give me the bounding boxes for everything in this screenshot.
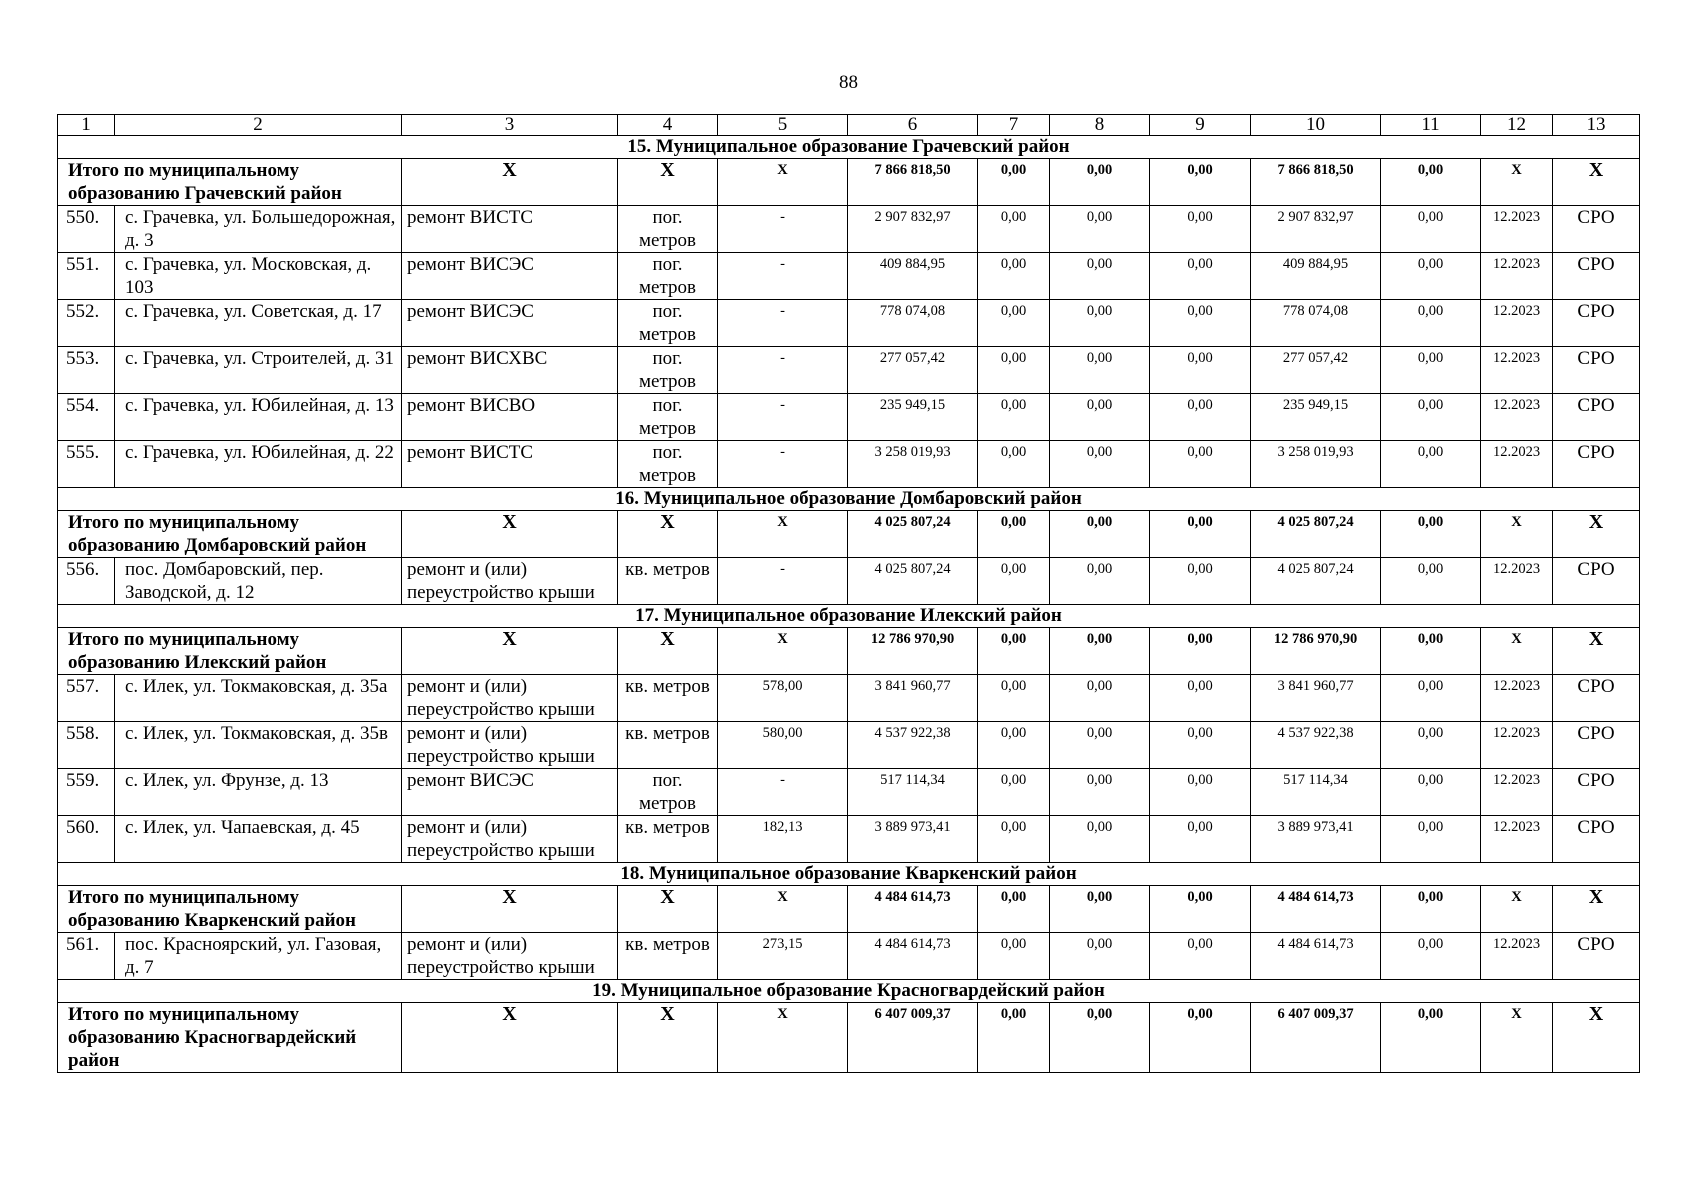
cell-method: СРО <box>1553 300 1640 347</box>
column-header: 10 <box>1251 115 1381 136</box>
cell-deadline: Х <box>1481 159 1553 206</box>
cell-col-7: 0,00 <box>978 511 1050 558</box>
cell-unit: пог. метров <box>618 253 718 300</box>
cell-col-8: 0,00 <box>1050 558 1150 605</box>
cell-address: с. Илек, ул. Токмаковская, д. 35в <box>115 722 402 769</box>
cell-row-number: 558. <box>58 722 115 769</box>
cell-col-6: 3 258 019,93 <box>848 441 978 488</box>
cell-col-8: 0,00 <box>1050 886 1150 933</box>
cell-deadline: 12.2023 <box>1481 722 1553 769</box>
table-row <box>58 675 1640 722</box>
cell-method: СРО <box>1553 675 1640 722</box>
cell-col-6: 4 484 614,73 <box>848 933 978 980</box>
cell-col-5: 273,15 <box>718 933 848 980</box>
cell-address: с. Грачевка, ул. Строителей, д. 31 <box>115 347 402 394</box>
cell-address: с. Илек, ул. Фрунзе, д. 13 <box>115 769 402 816</box>
cell-deadline: 12.2023 <box>1481 394 1553 441</box>
cell-col-6: 235 949,15 <box>848 394 978 441</box>
cell-address: с. Грачевка, ул. Юбилейная, д. 22 <box>115 441 402 488</box>
cell-deadline: 12.2023 <box>1481 816 1553 863</box>
table-row <box>58 300 1640 347</box>
capital-repair-table <box>57 114 1640 1073</box>
cell-work-type: ремонт ВИСХВС <box>402 347 618 394</box>
cell-col-5: - <box>718 347 848 394</box>
cell-col-8: 0,00 <box>1050 206 1150 253</box>
cell-col-5: - <box>718 769 848 816</box>
cell-col-6: 12 786 970,90 <box>848 628 978 675</box>
cell-col-11: 0,00 <box>1381 816 1481 863</box>
cell-col-7: 0,00 <box>978 558 1050 605</box>
cell-col-7: 0,00 <box>978 394 1050 441</box>
cell-deadline: Х <box>1481 511 1553 558</box>
cell-method: СРО <box>1553 441 1640 488</box>
cell-col-7: 0,00 <box>978 769 1050 816</box>
cell-col-9: 0,00 <box>1150 886 1251 933</box>
cell-col-11: 0,00 <box>1381 347 1481 394</box>
cell-col-6: 277 057,42 <box>848 347 978 394</box>
cell-unit: пог. метров <box>618 300 718 347</box>
section-header-row <box>58 488 1640 511</box>
cell-col-8: 0,00 <box>1050 816 1150 863</box>
cell-unit: Х <box>618 628 718 675</box>
column-header: 9 <box>1150 115 1251 136</box>
cell-col-9: 0,00 <box>1150 441 1251 488</box>
cell-col-9: 0,00 <box>1150 933 1251 980</box>
cell-work-type: ремонт ВИСЭС <box>402 769 618 816</box>
cell-deadline: 12.2023 <box>1481 558 1553 605</box>
cell-unit: кв. метров <box>618 722 718 769</box>
cell-work-type: ремонт ВИСВО <box>402 394 618 441</box>
cell-col-7: 0,00 <box>978 886 1050 933</box>
cell-method: Х <box>1553 886 1640 933</box>
cell-col-7: 0,00 <box>978 816 1050 863</box>
cell-col-8: 0,00 <box>1050 511 1150 558</box>
cell-col-10: 3 889 973,41 <box>1251 816 1381 863</box>
cell-col-5: Х <box>718 511 848 558</box>
cell-col-7: 0,00 <box>978 722 1050 769</box>
page-number: 88 <box>839 72 858 93</box>
cell-deadline: 12.2023 <box>1481 933 1553 980</box>
cell-col-10: 277 057,42 <box>1251 347 1381 394</box>
cell-col-9: 0,00 <box>1150 206 1251 253</box>
cell-unit: пог. метров <box>618 394 718 441</box>
cell-deadline: 12.2023 <box>1481 206 1553 253</box>
cell-work-type: ремонт и (или) переустройство крыши <box>402 816 618 863</box>
cell-col-10: 517 114,34 <box>1251 769 1381 816</box>
subtotal-row <box>58 886 1640 933</box>
column-header: 7 <box>978 115 1050 136</box>
cell-row-number: 552. <box>58 300 115 347</box>
cell-work-type: Х <box>402 628 618 675</box>
section-title: 19. Муниципальное образование Красногвардейский район <box>58 980 1640 1003</box>
cell-col-6: 3 841 960,77 <box>848 675 978 722</box>
cell-col-8: 0,00 <box>1050 253 1150 300</box>
cell-col-8: 0,00 <box>1050 933 1150 980</box>
table-body <box>58 115 1640 1073</box>
cell-col-7: 0,00 <box>978 933 1050 980</box>
cell-col-8: 0,00 <box>1050 347 1150 394</box>
cell-col-10: 4 025 807,24 <box>1251 558 1381 605</box>
cell-method: СРО <box>1553 722 1640 769</box>
cell-col-10: 778 074,08 <box>1251 300 1381 347</box>
cell-address: пос. Красноярский, ул. Газовая, д. 7 <box>115 933 402 980</box>
cell-col-7: 0,00 <box>978 159 1050 206</box>
cell-deadline: 12.2023 <box>1481 441 1553 488</box>
cell-work-type: Х <box>402 886 618 933</box>
cell-col-5: Х <box>718 159 848 206</box>
cell-col-11: 0,00 <box>1381 159 1481 206</box>
cell-deadline: Х <box>1481 1003 1553 1073</box>
cell-col-8: 0,00 <box>1050 300 1150 347</box>
cell-col-7: 0,00 <box>978 300 1050 347</box>
column-header: 6 <box>848 115 978 136</box>
cell-col-9: 0,00 <box>1150 1003 1251 1073</box>
cell-col-9: 0,00 <box>1150 558 1251 605</box>
cell-col-6: 2 907 832,97 <box>848 206 978 253</box>
cell-col-6: 4 537 922,38 <box>848 722 978 769</box>
cell-work-type: ремонт ВИСЭС <box>402 253 618 300</box>
cell-deadline: 12.2023 <box>1481 769 1553 816</box>
cell-col-6: 6 407 009,37 <box>848 1003 978 1073</box>
cell-col-5: - <box>718 441 848 488</box>
cell-col-10: 235 949,15 <box>1251 394 1381 441</box>
cell-col-9: 0,00 <box>1150 347 1251 394</box>
subtotal-row <box>58 159 1640 206</box>
section-header-row <box>58 863 1640 886</box>
subtotal-row <box>58 628 1640 675</box>
column-header: 13 <box>1553 115 1640 136</box>
cell-row-number: 556. <box>58 558 115 605</box>
subtotal-label: Итого по муниципальному образованию Красногвардейский район <box>58 1003 402 1073</box>
cell-deadline: Х <box>1481 886 1553 933</box>
cell-col-6: 517 114,34 <box>848 769 978 816</box>
cell-method: Х <box>1553 1003 1640 1073</box>
cell-col-10: 4 484 614,73 <box>1251 886 1381 933</box>
column-header: 3 <box>402 115 618 136</box>
cell-work-type: ремонт и (или) переустройство крыши <box>402 722 618 769</box>
section-title: 17. Муниципальное образование Илекский район <box>58 605 1640 628</box>
cell-work-type: ремонт ВИСТС <box>402 206 618 253</box>
cell-row-number: 560. <box>58 816 115 863</box>
cell-work-type: Х <box>402 511 618 558</box>
cell-col-10: 7 866 818,50 <box>1251 159 1381 206</box>
cell-address: с. Грачевка, ул. Советская, д. 17 <box>115 300 402 347</box>
cell-work-type: ремонт ВИСТС <box>402 441 618 488</box>
cell-address: пос. Домбаровский, пер. Заводской, д. 12 <box>115 558 402 605</box>
cell-work-type: ремонт ВИСЭС <box>402 300 618 347</box>
cell-unit: пог. метров <box>618 769 718 816</box>
cell-method: СРО <box>1553 206 1640 253</box>
cell-col-9: 0,00 <box>1150 769 1251 816</box>
subtotal-label: Итого по муниципальному образованию Домбаровский район <box>58 511 402 558</box>
cell-col-10: 3 841 960,77 <box>1251 675 1381 722</box>
cell-col-11: 0,00 <box>1381 394 1481 441</box>
cell-unit: пог. метров <box>618 441 718 488</box>
cell-col-10: 4 484 614,73 <box>1251 933 1381 980</box>
cell-unit: Х <box>618 1003 718 1073</box>
cell-method: СРО <box>1553 253 1640 300</box>
cell-col-6: 7 866 818,50 <box>848 159 978 206</box>
subtotal-label: Итого по муниципальному образованию Илекский район <box>58 628 402 675</box>
cell-address: с. Грачевка, ул. Большедорожная, д. 3 <box>115 206 402 253</box>
cell-col-11: 0,00 <box>1381 628 1481 675</box>
cell-col-10: 2 907 832,97 <box>1251 206 1381 253</box>
subtotal-row <box>58 511 1640 558</box>
cell-col-6: 778 074,08 <box>848 300 978 347</box>
cell-unit: Х <box>618 511 718 558</box>
cell-work-type: Х <box>402 1003 618 1073</box>
cell-col-11: 0,00 <box>1381 558 1481 605</box>
cell-row-number: 557. <box>58 675 115 722</box>
cell-row-number: 550. <box>58 206 115 253</box>
cell-work-type: ремонт и (или) переустройство крыши <box>402 558 618 605</box>
cell-col-5: 578,00 <box>718 675 848 722</box>
cell-row-number: 555. <box>58 441 115 488</box>
cell-col-10: 12 786 970,90 <box>1251 628 1381 675</box>
cell-address: с. Илек, ул. Токмаковская, д. 35а <box>115 675 402 722</box>
cell-col-11: 0,00 <box>1381 441 1481 488</box>
cell-method: СРО <box>1553 933 1640 980</box>
cell-col-11: 0,00 <box>1381 675 1481 722</box>
cell-col-8: 0,00 <box>1050 628 1150 675</box>
cell-address: с. Грачевка, ул. Московская, д. 103 <box>115 253 402 300</box>
subtotal-row <box>58 1003 1640 1073</box>
cell-col-5: Х <box>718 1003 848 1073</box>
cell-col-11: 0,00 <box>1381 769 1481 816</box>
cell-col-7: 0,00 <box>978 253 1050 300</box>
cell-address: с. Грачевка, ул. Юбилейная, д. 13 <box>115 394 402 441</box>
cell-method: Х <box>1553 628 1640 675</box>
cell-col-8: 0,00 <box>1050 159 1150 206</box>
table-row <box>58 933 1640 980</box>
cell-unit: пог. метров <box>618 347 718 394</box>
cell-unit: кв. метров <box>618 675 718 722</box>
cell-col-6: 4 025 807,24 <box>848 511 978 558</box>
cell-col-8: 0,00 <box>1050 1003 1150 1073</box>
cell-method: СРО <box>1553 769 1640 816</box>
cell-col-7: 0,00 <box>978 675 1050 722</box>
cell-col-11: 0,00 <box>1381 253 1481 300</box>
cell-deadline: Х <box>1481 628 1553 675</box>
cell-col-8: 0,00 <box>1050 769 1150 816</box>
cell-row-number: 553. <box>58 347 115 394</box>
table-row <box>58 206 1640 253</box>
cell-method: СРО <box>1553 394 1640 441</box>
cell-deadline: 12.2023 <box>1481 300 1553 347</box>
cell-col-10: 6 407 009,37 <box>1251 1003 1381 1073</box>
cell-col-8: 0,00 <box>1050 675 1150 722</box>
cell-col-8: 0,00 <box>1050 394 1150 441</box>
table-row <box>58 441 1640 488</box>
column-header: 4 <box>618 115 718 136</box>
table-row <box>58 558 1640 605</box>
cell-col-10: 4 537 922,38 <box>1251 722 1381 769</box>
cell-row-number: 561. <box>58 933 115 980</box>
cell-col-11: 0,00 <box>1381 933 1481 980</box>
table-row <box>58 722 1640 769</box>
section-header-row <box>58 136 1640 159</box>
section-header-row <box>58 605 1640 628</box>
table-row <box>58 253 1640 300</box>
column-header: 5 <box>718 115 848 136</box>
column-header: 12 <box>1481 115 1553 136</box>
cell-col-9: 0,00 <box>1150 675 1251 722</box>
cell-col-5: 580,00 <box>718 722 848 769</box>
cell-unit: Х <box>618 159 718 206</box>
cell-address: с. Илек, ул. Чапаевская, д. 45 <box>115 816 402 863</box>
cell-col-11: 0,00 <box>1381 886 1481 933</box>
cell-col-9: 0,00 <box>1150 300 1251 347</box>
cell-col-9: 0,00 <box>1150 722 1251 769</box>
cell-col-9: 0,00 <box>1150 816 1251 863</box>
cell-col-10: 409 884,95 <box>1251 253 1381 300</box>
column-header: 8 <box>1050 115 1150 136</box>
cell-unit: кв. метров <box>618 558 718 605</box>
cell-col-5: Х <box>718 886 848 933</box>
cell-col-10: 3 258 019,93 <box>1251 441 1381 488</box>
cell-deadline: 12.2023 <box>1481 253 1553 300</box>
column-header: 1 <box>58 115 115 136</box>
column-header: 2 <box>115 115 402 136</box>
cell-col-7: 0,00 <box>978 206 1050 253</box>
cell-row-number: 559. <box>58 769 115 816</box>
table-row <box>58 816 1640 863</box>
cell-col-11: 0,00 <box>1381 511 1481 558</box>
cell-col-5: - <box>718 394 848 441</box>
column-number-row <box>58 115 1640 136</box>
section-title: 18. Муниципальное образование Кваркенский район <box>58 863 1640 886</box>
cell-col-5: 182,13 <box>718 816 848 863</box>
cell-work-type: ремонт и (или) переустройство крыши <box>402 933 618 980</box>
cell-col-7: 0,00 <box>978 1003 1050 1073</box>
cell-col-11: 0,00 <box>1381 300 1481 347</box>
cell-col-6: 4 484 614,73 <box>848 886 978 933</box>
cell-col-8: 0,00 <box>1050 722 1150 769</box>
column-header: 11 <box>1381 115 1481 136</box>
table-row <box>58 394 1640 441</box>
cell-col-9: 0,00 <box>1150 159 1251 206</box>
cell-unit: Х <box>618 886 718 933</box>
section-title: 16. Муниципальное образование Домбаровский район <box>58 488 1640 511</box>
table-row <box>58 347 1640 394</box>
cell-col-7: 0,00 <box>978 347 1050 394</box>
cell-col-6: 409 884,95 <box>848 253 978 300</box>
cell-col-5: - <box>718 206 848 253</box>
cell-method: СРО <box>1553 816 1640 863</box>
cell-deadline: 12.2023 <box>1481 675 1553 722</box>
table-row <box>58 769 1640 816</box>
cell-col-10: 4 025 807,24 <box>1251 511 1381 558</box>
cell-method: СРО <box>1553 347 1640 394</box>
cell-col-5: - <box>718 300 848 347</box>
cell-col-6: 4 025 807,24 <box>848 558 978 605</box>
cell-col-7: 0,00 <box>978 628 1050 675</box>
cell-work-type: Х <box>402 159 618 206</box>
subtotal-label: Итого по муниципальному образованию Кваркенский район <box>58 886 402 933</box>
cell-col-9: 0,00 <box>1150 253 1251 300</box>
cell-col-11: 0,00 <box>1381 722 1481 769</box>
section-title: 15. Муниципальное образование Грачевский район <box>58 136 1640 159</box>
cell-col-5: Х <box>718 628 848 675</box>
subtotal-label: Итого по муниципальному образованию Грачевский район <box>58 159 402 206</box>
cell-col-5: - <box>718 253 848 300</box>
cell-unit: кв. метров <box>618 816 718 863</box>
cell-unit: кв. метров <box>618 933 718 980</box>
cell-method: Х <box>1553 511 1640 558</box>
cell-col-11: 0,00 <box>1381 206 1481 253</box>
cell-unit: пог. метров <box>618 206 718 253</box>
cell-col-9: 0,00 <box>1150 394 1251 441</box>
cell-deadline: 12.2023 <box>1481 347 1553 394</box>
cell-col-7: 0,00 <box>978 441 1050 488</box>
cell-col-9: 0,00 <box>1150 628 1251 675</box>
section-header-row <box>58 980 1640 1003</box>
cell-col-9: 0,00 <box>1150 511 1251 558</box>
cell-col-8: 0,00 <box>1050 441 1150 488</box>
cell-work-type: ремонт и (или) переустройство крыши <box>402 675 618 722</box>
cell-method: Х <box>1553 159 1640 206</box>
cell-method: СРО <box>1553 558 1640 605</box>
cell-col-11: 0,00 <box>1381 1003 1481 1073</box>
cell-row-number: 554. <box>58 394 115 441</box>
cell-col-5: - <box>718 558 848 605</box>
cell-col-6: 3 889 973,41 <box>848 816 978 863</box>
cell-row-number: 551. <box>58 253 115 300</box>
